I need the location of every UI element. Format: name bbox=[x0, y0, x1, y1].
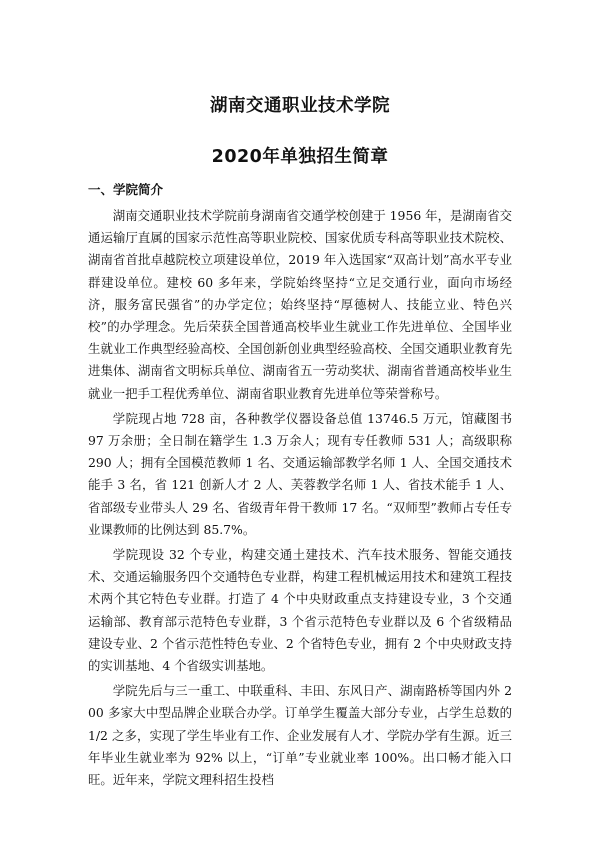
document-body bbox=[88, 178, 512, 791]
document-subtitle: 2020年单独招生简章 bbox=[211, 147, 389, 167]
paragraph-enterprise-cooperation: 学院先后与三一重工、中联重科、丰田、东风日产、湖南路桥等国内外 200 多家大中型品牌企业联合办学。订单学生覆盖大部分专业，占学生总数的 1/2 之多，实现了学生毕业有工作、企业发展有人才、学院办学有生源。近三年毕业生就业率为 92% 以上，“订单”专业就业率 100%。出口畅才能入口旺。近年来，学院文理科招生投档 bbox=[88, 683, 512, 788]
paragraph-majors: 学院现设 32 个专业，构建交通土建技术、汽车技术服务、智能交通技术、交通运输服务四个交通特色专业群，构建工程机械运用技术和建筑工程技术两个其它特色专业群。打造了 4 个中央财政重点支持建设专业，3 个交通运输部、教育部示范特色专业群，3 个省示范特色专业群以及 6 个省级精品建设专业、2 个省示范性特色专业、2 个省特色专业，拥有 2 个中央财政支持的实训基地、4 个省级实训基地。 bbox=[88, 547, 512, 674]
paragraph-history: 湖南交通职业技术学院前身湖南省交通学校创建于 1956 年，是湖南省交通运输厅直属的国家示范性高等职业院校、国家优质专科高等职业技术院校、湖南省首批卓越院校立项建设单位，2019 年入选国家“双高计划”高水平专业群建设单位。建校 60 多年来，学院始终坚持“立足交通行业，面向市场经济，服务富民强省”的办学定位；始终坚持“厚德树人、技能立业、特色兴校”的办学理念。先后荣获全国普通高校毕业生就业工作先进单位、全国毕业生就业工作典型经验高校、全国创新创业典型经验高校、全国交通职业教育先进集体、湖南省文明标兵单位、湖南省五一劳动奖状、湖南省普通高校毕业生就业一把手工程优秀单位、湖南省职业教育先进单位等荣誉称号。 bbox=[88, 208, 512, 401]
paragraph-campus-faculty: 学院现占地 728 亩，各种教学仪器设备总值 13746.5 万元，馆藏图书 97 万余册；全日制在籍学生 1.3 万余人；现有专任教师 531 人；高级职称 290 人；拥有全国模范教师 1 名、交通运输部教学名师 1 人、全国交通技术能手 3 名，省 121 创新人才 2 人、芙蓉教学名师 1 人、省技术能手 1 人、省部级专业带头人 29 名、省级青年骨干教师 17 名。“双师型”教师占专任专业课教师的比例达到 85.7%。 bbox=[88, 410, 512, 537]
section-heading-college-intro: 一、学院简介 bbox=[88, 182, 164, 197]
document-title: 湖南交通职业技术学院 bbox=[210, 96, 390, 116]
